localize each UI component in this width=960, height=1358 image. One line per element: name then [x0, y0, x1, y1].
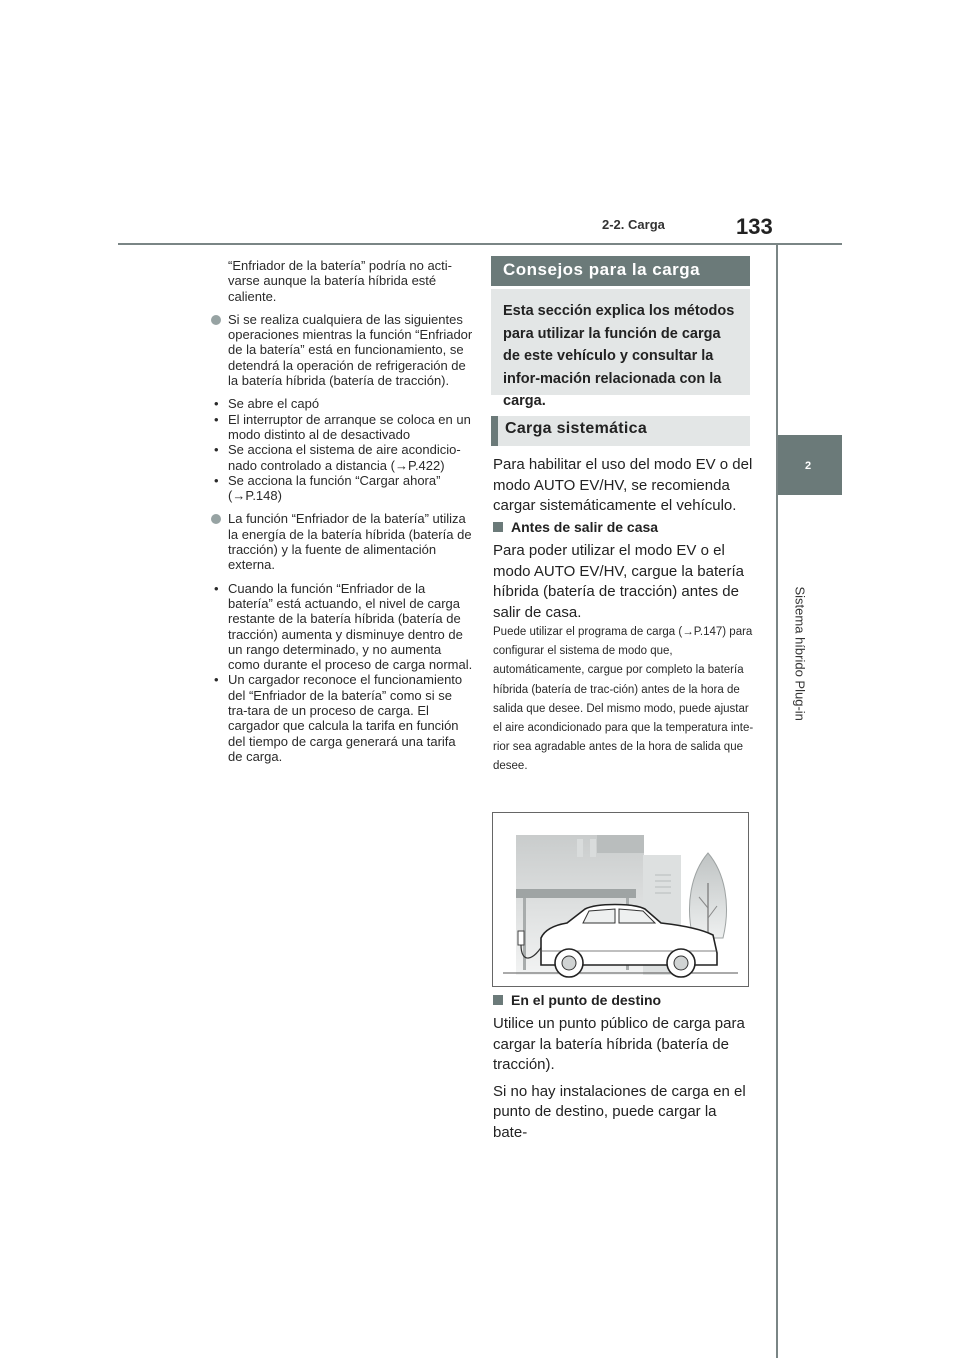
bullet-paragraph: [211, 511, 473, 572]
banner-accent-bar: [491, 416, 498, 446]
page-number: 133: [736, 214, 773, 239]
list-item: • Un cargador reconoce el funcionamiento del “Enfriador de la batería” como si se tra-tara de un proceso de carga. El cargador que calcula la tarifa en función del tiempo de carga generará una tarifa de carga.: [211, 672, 473, 764]
bullet-text: La función “Enfriador de la batería” utiliza la energía de la batería híbrida (batería de tracción) y la fuente de alimentación externa.: [228, 511, 472, 573]
bullet-text: Si se realiza cualquiera de las siguientes operaciones mientras la función “Enfriador de la batería” está en funcionamiento, se detendrá la operación de refrigeración de la batería híbrida (batería de tracción).: [228, 311, 473, 389]
subheading: [493, 519, 658, 535]
list-item: • El interruptor de arranque se coloca en un modo distinto al de desactivado: [211, 412, 473, 443]
paragraph: Si no hay instalaciones de carga en el punto de destino, puede cargar la bate-: [493, 1082, 746, 1141]
subheading: [493, 992, 661, 1008]
paragraph-group: [493, 1014, 753, 1143]
paragraph-small: Puede utilizar el programa de carga (→P.147) para configurar el sistema de modo que, automáticamente, cargue por completo la batería híbrida (batería de trac-ción) antes de la hora de salida que desee. Del mismo modo, puede ajustar el aire acondicionado para que la temperatura inte-rior sea agradable antes de la hora de salida que desee.: [493, 626, 754, 773]
sub-list: [211, 396, 473, 503]
bullet-paragraph: [211, 312, 473, 388]
sub-list: [211, 581, 473, 765]
subheading-text: Antes de salir de casa: [511, 519, 659, 535]
section-banner-tips: Consejos para la carga: [491, 256, 750, 286]
bullet-dot-icon: [211, 315, 221, 325]
intro-note-box: Esta sección explica los métodos para utilizar la función de carga de este vehículo y consultar la infor-mación relacionada con la carga.: [491, 289, 750, 395]
section-title: 2-2. Carga: [602, 217, 665, 232]
side-divider: [776, 245, 778, 1358]
paragraph: Para habilitar el uso del modo EV o del modo AUTO EV/HV, se recomienda cargar sistemáticamente el vehículo.: [493, 456, 753, 514]
left-column: [211, 258, 473, 772]
list-item: • Cuando la función “Enfriador de la batería” está actuando, el nivel de carga restante de la batería híbrida (batería de tracción) aumenta y disminuye dentro de un rango determinado, y no aumenta como durante el proceso de carga normal.: [211, 581, 473, 673]
list-item: • Se acciona el sistema de aire acondicio-nado controlado a distancia (→P.422): [211, 442, 473, 473]
car-charging-icon: [493, 813, 748, 986]
chapter-title: Sistema híbrido Plug-in: [792, 586, 808, 721]
list-item: • Se abre el capó: [211, 396, 473, 411]
paragraph: Para poder utilizar el modo EV o el modo AUTO EV/HV, cargue la batería híbrida (batería de tracción) antes de salir de casa.: [493, 542, 744, 621]
charging-illustration: [492, 812, 749, 987]
chapter-number: 2: [805, 460, 812, 472]
paragraph: Utilice un punto público de carga para cargar la batería híbrida (batería de tracción).: [493, 1015, 745, 1073]
banner-title: Carga sistemática: [505, 420, 648, 437]
list-item: • Se acciona la función “Cargar ahora” (→P.148): [211, 473, 473, 504]
square-bullet-icon: [493, 995, 503, 1005]
section-banner-systematic: [491, 416, 750, 446]
square-bullet-icon: [493, 522, 503, 532]
header-divider: [118, 243, 842, 245]
bullet-dot-icon: [211, 514, 221, 524]
subheading-text: En el punto de destino: [511, 992, 662, 1008]
intro-text: “Enfriador de la batería” podría no acti-varse aunque la batería híbrida esté caliente.: [228, 258, 453, 304]
